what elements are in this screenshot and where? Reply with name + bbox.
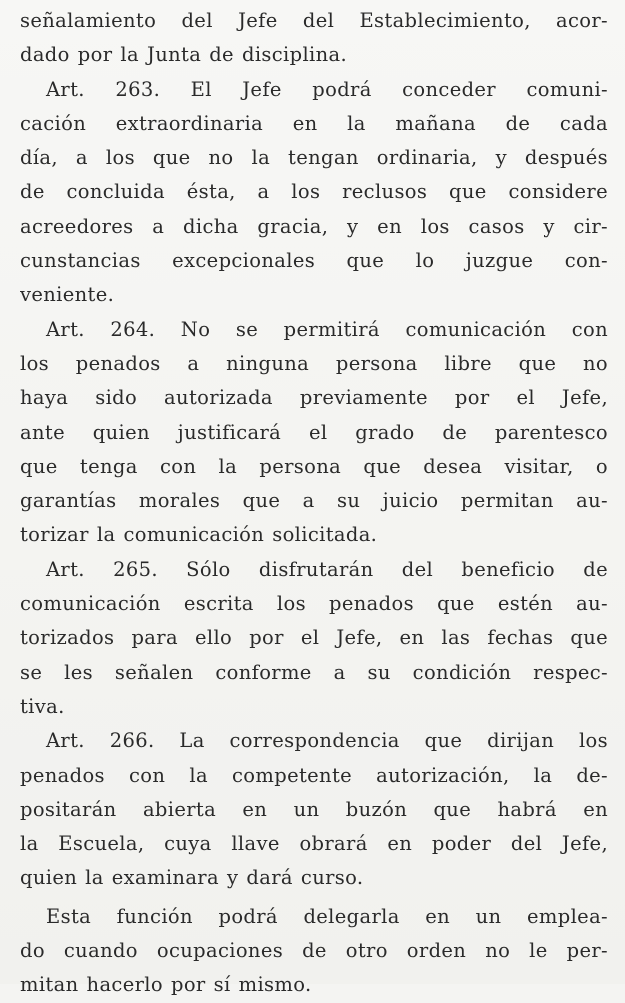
text-line: veniente.	[20, 283, 115, 307]
text-line: señalamiento del Jefe del Establecimiento, acor-	[20, 9, 608, 32]
paragraph-delegation	[20, 900, 608, 1003]
text-line: dado por la Junta de disciplina.	[20, 43, 348, 67]
text-line: tiva.	[20, 694, 65, 718]
text-line: torizar la comunicación solicitada.	[20, 523, 378, 547]
text-line: comunicación escrita los penados que estén au-	[20, 592, 608, 616]
text-line: que tenga con la persona que desea visitar, o	[20, 454, 608, 478]
text-line: acreedores a dicha gracia, y en los casos y cir-	[20, 214, 608, 238]
text-line: haya sido autorizada previamente por el Jefe,	[20, 386, 608, 410]
text-line: penados con la competente autorización, la de-	[20, 763, 608, 787]
article-heading-line: Art. 264. No se permitirá comunicación con	[46, 317, 608, 341]
text-line: cación extraordinaria en la mañana de cada	[20, 111, 608, 135]
text-line: positarán abierta en un buzón que habrá en	[20, 797, 608, 821]
article-266	[20, 724, 608, 895]
text-line: Esta función podrá delegarla en un emplea-	[46, 904, 608, 928]
text-line: quien la examinara y dará curso.	[20, 866, 364, 890]
text-line: día, a los que no la tengan ordinaria, y después	[20, 146, 608, 170]
article-heading-line: Art. 265. Sólo disfrutarán del beneficio de	[46, 557, 608, 581]
text-line: do cuando ocupaciones de otro orden no le per-	[20, 939, 608, 963]
article-heading-line: Art. 263. El Jefe podrá conceder comuni-	[46, 77, 608, 101]
article-263	[20, 73, 608, 313]
article-265	[20, 553, 608, 724]
paragraph-continuation	[20, 4, 608, 73]
text-line: cunstancias excepcionales que lo juzgue con-	[20, 249, 608, 273]
text-line: mitan hacerlo por sí mismo.	[20, 973, 312, 997]
article-264	[20, 313, 608, 553]
document-body	[20, 4, 608, 1003]
text-line: la Escuela, cuya llave obrará en poder del Jefe,	[20, 832, 608, 856]
text-line: garantías morales que a su juicio permitan au-	[20, 489, 608, 513]
text-line: de concluida ésta, a los reclusos que considere	[20, 180, 608, 204]
article-heading-line: Art. 266. La correspondencia que dirijan los	[46, 729, 608, 753]
text-line: se les señalen conforme a su condición respec-	[20, 660, 608, 684]
text-line: los penados a ninguna persona libre que no	[20, 351, 608, 375]
text-line: ante quien justificará el grado de parentesco	[20, 420, 608, 444]
text-line: torizados para ello por el Jefe, en las fechas que	[20, 626, 608, 650]
